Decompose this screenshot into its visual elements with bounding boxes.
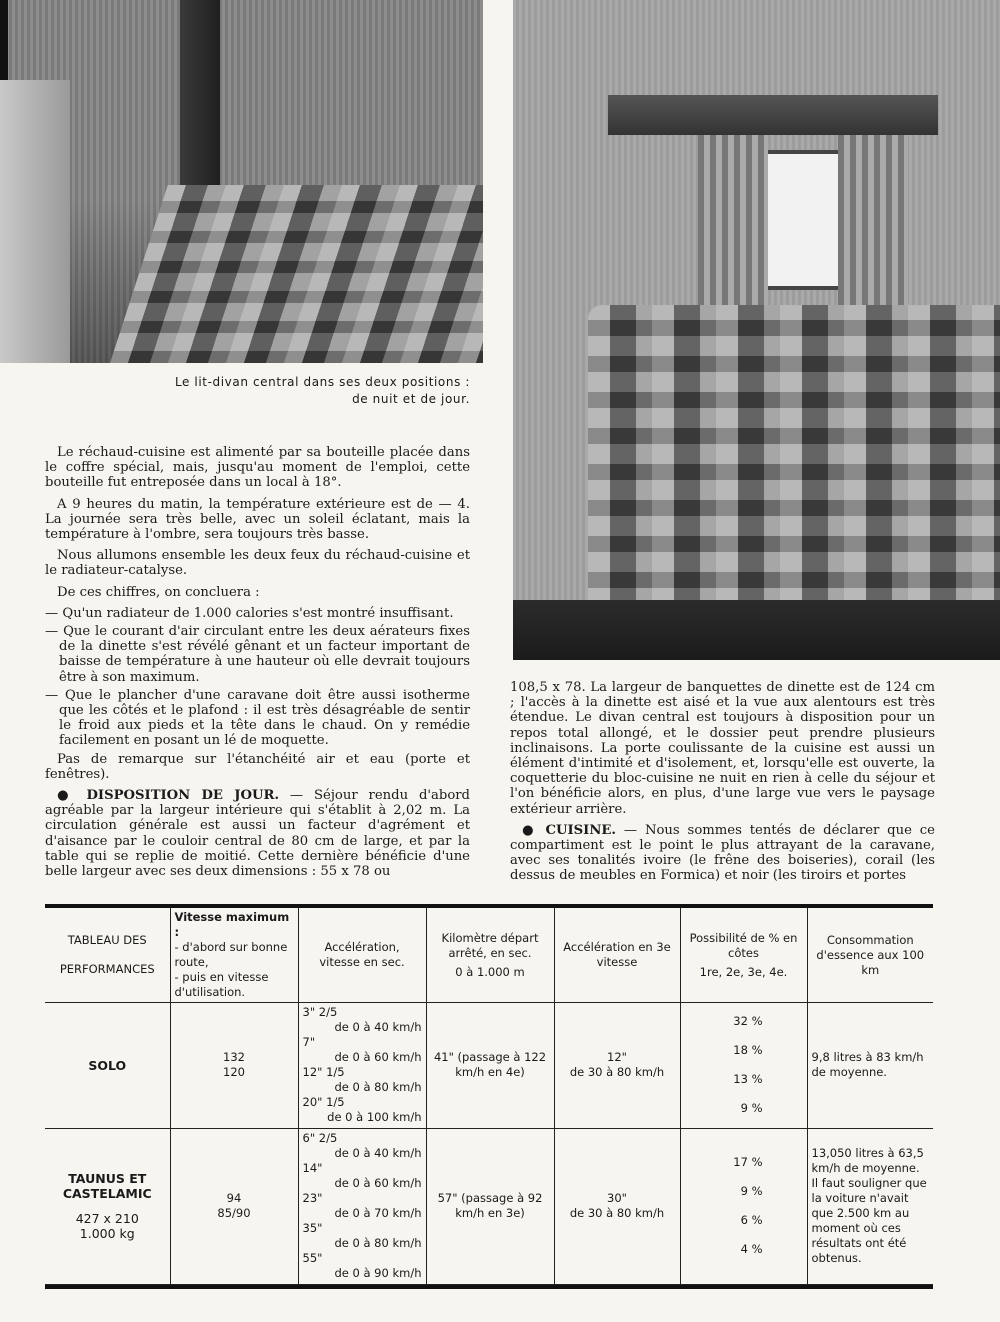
accel-line xyxy=(303,1161,422,1191)
dash-item: — Que le courant d'air circulant entre les deux aérateurs fixes de la dinette s'est révélé gênant et un facteur important de baisse de température à une hauteur où elle devrait toujours être à son maximum. xyxy=(45,624,470,685)
slope-value: 17 % xyxy=(733,1155,763,1170)
slope-cell xyxy=(680,1003,807,1129)
accel-line xyxy=(303,1065,422,1095)
paragraph: 108,5 x 78. La largeur de banquettes de dinette est de 124 cm ; l'accès à la dinette est aisé et la vue aux alentours est très étendue. Le divan central est toujours à disposition pour un repos total allongé, et le dossier peut prendre plusieurs inclinaisons. La porte coulissante de la cuisine est aussi un élément d'intimité et d'isolement, et, lorsqu'elle est ouverte, la coquetterie du bloc-cuisine ne nuit en rien à celle du séjour et l'on bénéficie alors, en plus, d'une large vue vers le paysage extérieur arrière. xyxy=(510,680,935,817)
km-cell: 57" (passage à 92 km/h en 3e) xyxy=(426,1128,554,1284)
section-heading: ● CUISINE. xyxy=(522,822,617,838)
km-cell: 41" (passage à 122 km/h en 4e) xyxy=(426,1003,554,1129)
accel-cell xyxy=(298,1003,426,1129)
col-header-accel3: Accélération en 3e vitesse xyxy=(554,908,680,1003)
accel-line xyxy=(303,1035,422,1065)
accel-time: 7" xyxy=(302,1035,316,1050)
table-title-line-2: PERFORMANCES xyxy=(59,962,155,976)
photo-caption xyxy=(110,374,470,408)
accel3-time: 12" xyxy=(607,1050,627,1065)
accel-time: 12" 1/5 xyxy=(302,1065,345,1080)
paragraph-disposition xyxy=(45,788,470,879)
accel-time: 20" 1/5 xyxy=(302,1095,345,1110)
accel3-cell xyxy=(554,1003,680,1129)
table-row xyxy=(45,1128,933,1284)
table-header-row xyxy=(45,908,933,1003)
col-header-slope-a: Possibilité de % en côtes xyxy=(689,930,798,960)
conso-cell: 13,050 litres à 63,5 km/h de moyenne. Il faut souligner que la voiture n'avait que 2.500 km au moment où ces résultats ont été obtenus. xyxy=(807,1128,933,1284)
slope-value: 9 % xyxy=(740,1101,763,1116)
table-title-line-1: TABLEAU DES xyxy=(67,933,147,947)
accel-range: de 0 à 60 km/h xyxy=(334,1050,422,1065)
paragraph: De ces chiffres, on concluera : xyxy=(57,584,260,600)
accel-line xyxy=(303,1221,422,1251)
accel-range: de 0 à 80 km/h xyxy=(334,1080,422,1095)
accel-line xyxy=(303,1095,422,1125)
speed-cell xyxy=(170,1003,298,1129)
caption-line-2: de nuit et de jour. xyxy=(352,392,470,406)
accel-range: de 0 à 80 km/h xyxy=(334,1236,422,1251)
accel3-range: de 30 à 80 km/h xyxy=(569,1206,665,1221)
right-curtain xyxy=(838,135,908,305)
slope-value: 9 % xyxy=(740,1184,763,1199)
right-text-column xyxy=(510,680,935,890)
slope-cell xyxy=(680,1128,807,1284)
paragraph-text: — Nous sommes tentés de déclarer que ce compartiment est le point le plus attrayant de la caravane, avec ses tonalités ivoire (le frêne des boiseries), corail (les dessus de meubles en Formica) et noir (les tiroirs et portes xyxy=(510,822,935,884)
accel3-cell xyxy=(554,1128,680,1284)
left-curtain xyxy=(698,135,768,305)
accel-range: de 0 à 90 km/h xyxy=(334,1266,422,1281)
col-header-slope-b: 1re, 2e, 3e, 4e. xyxy=(699,964,788,979)
col-header-conso: Consommation d'essence aux 100 km xyxy=(807,908,933,1003)
paragraph: Nous allumons ensemble les deux feux du réchaud-cuisine et le radiateur-catalyse. xyxy=(45,548,470,579)
col-header-speed-b: - puis en vitesse d'utilisation. xyxy=(174,970,269,999)
section-heading: ● DISPOSITION DE JOUR. xyxy=(57,788,280,804)
col-header-accel: Accélération, vitesse en sec. xyxy=(298,908,426,1003)
performance-table xyxy=(45,904,933,1289)
conso-cell: 9,8 litres à 83 km/h de moyenne. xyxy=(807,1003,933,1129)
col-header-km xyxy=(426,908,554,1003)
col-header-km-a: Kilomètre départ arrêté, en sec. xyxy=(441,930,539,960)
row-name: TAUNUS ET xyxy=(68,1171,147,1187)
paragraph: A 9 heures du matin, la température extérieure est de — 4. La journée sera très belle, avec un soleil éclatant, mais la température à l'ombre, sera toujours très basse. xyxy=(45,496,470,543)
row-name-cell xyxy=(45,1003,170,1129)
lit-divan-day-photo xyxy=(513,0,1000,660)
accel-range: de 0 à 60 km/h xyxy=(334,1176,422,1191)
accel-time: 55" xyxy=(302,1251,323,1266)
window-valance xyxy=(608,95,938,135)
row-weight: 1.000 kg xyxy=(79,1226,135,1242)
wall-cabinet xyxy=(0,80,70,363)
lit-divan-night-photo xyxy=(0,0,483,363)
patterned-mattress xyxy=(110,185,483,363)
accel3-time: 30" xyxy=(607,1191,627,1206)
left-text-column xyxy=(45,445,470,885)
accel-time: 23" xyxy=(302,1191,323,1206)
paragraph: Le réchaud-cuisine est alimenté par sa bouteille placée dans le coffre spécial, mais, jusqu'au moment de l'emploi, cette bouteille fut entreposée dans un local à 18°. xyxy=(45,445,470,491)
speed-max: 132 xyxy=(223,1050,245,1065)
caption-line-1: Le lit-divan central dans ses deux positions : xyxy=(174,375,470,389)
slope-value: 13 % xyxy=(733,1072,763,1087)
accel-range: de 0 à 100 km/h xyxy=(327,1110,422,1125)
accel-line xyxy=(303,1251,422,1281)
accel-time: 3" 2/5 xyxy=(302,1005,338,1020)
slope-value: 18 % xyxy=(733,1043,763,1058)
accel-time: 14" xyxy=(302,1161,323,1176)
accel-range: de 0 à 70 km/h xyxy=(334,1206,422,1221)
col-header-speed-a: - d'abord sur bonne route, xyxy=(174,940,288,969)
dash-item: — Qu'un radiateur de 1.000 calories s'est montré insuffisant. xyxy=(45,605,454,621)
speed-max: 94 xyxy=(226,1191,242,1206)
speed-use: 120 xyxy=(223,1065,245,1080)
row-dimensions: 427 x 210 xyxy=(75,1211,139,1227)
accel3-range: de 30 à 80 km/h xyxy=(569,1065,665,1080)
slope-value: 32 % xyxy=(733,1014,763,1029)
col-header-speed-title: Vitesse maximum : xyxy=(174,910,290,939)
accel-time: 6" 2/5 xyxy=(302,1131,338,1146)
table-title-cell xyxy=(45,908,170,1003)
slope-value: 6 % xyxy=(740,1213,763,1228)
paragraph: Pas de remarque sur l'étanchéité air et eau (porte et fenêtres). xyxy=(45,751,470,782)
col-header-km-b: 0 à 1.000 m xyxy=(455,964,525,979)
dash-item: — Que le plancher d'une caravane doit être aussi isotherme que les côtés et le plafond : il est très désagréable de sentir le froid aux pieds et la tête dans le chaud. On y remédie facilement en posant un lé de moquette. xyxy=(45,687,470,749)
paragraph-cuisine xyxy=(510,823,935,884)
accel-line xyxy=(303,1131,422,1161)
paragraph-text: — Séjour rendu d'abord agréable par la largeur intérieure qui s'établit à 2,02 m. La circulation générale est aussi un facteur d'agrément et d'aisance par le couloir central de 80 cm de large, et par la table qui se replie de moitié. Cette dernière bénéficie d'une belle largeur avec ses deux dimensions : 55 x 78 ou xyxy=(45,788,471,880)
accel-line xyxy=(303,1191,422,1221)
accel-time: 35" xyxy=(302,1221,323,1236)
speed-cell xyxy=(170,1128,298,1284)
floor-shadow xyxy=(513,600,1000,660)
row-name-cell xyxy=(45,1128,170,1284)
row-name: SOLO xyxy=(88,1057,127,1073)
table-row xyxy=(45,1003,933,1129)
accel-range: de 0 à 40 km/h xyxy=(334,1146,422,1161)
accel-cell xyxy=(298,1128,426,1284)
speed-use: 85/90 xyxy=(217,1206,251,1221)
col-header-slope xyxy=(680,908,807,1003)
accel-line xyxy=(303,1005,422,1035)
accel-range: de 0 à 40 km/h xyxy=(334,1020,422,1035)
col-header-speed xyxy=(170,908,298,1003)
slope-value: 4 % xyxy=(740,1242,763,1257)
row-name-2: CASTELAMIC xyxy=(62,1186,152,1202)
